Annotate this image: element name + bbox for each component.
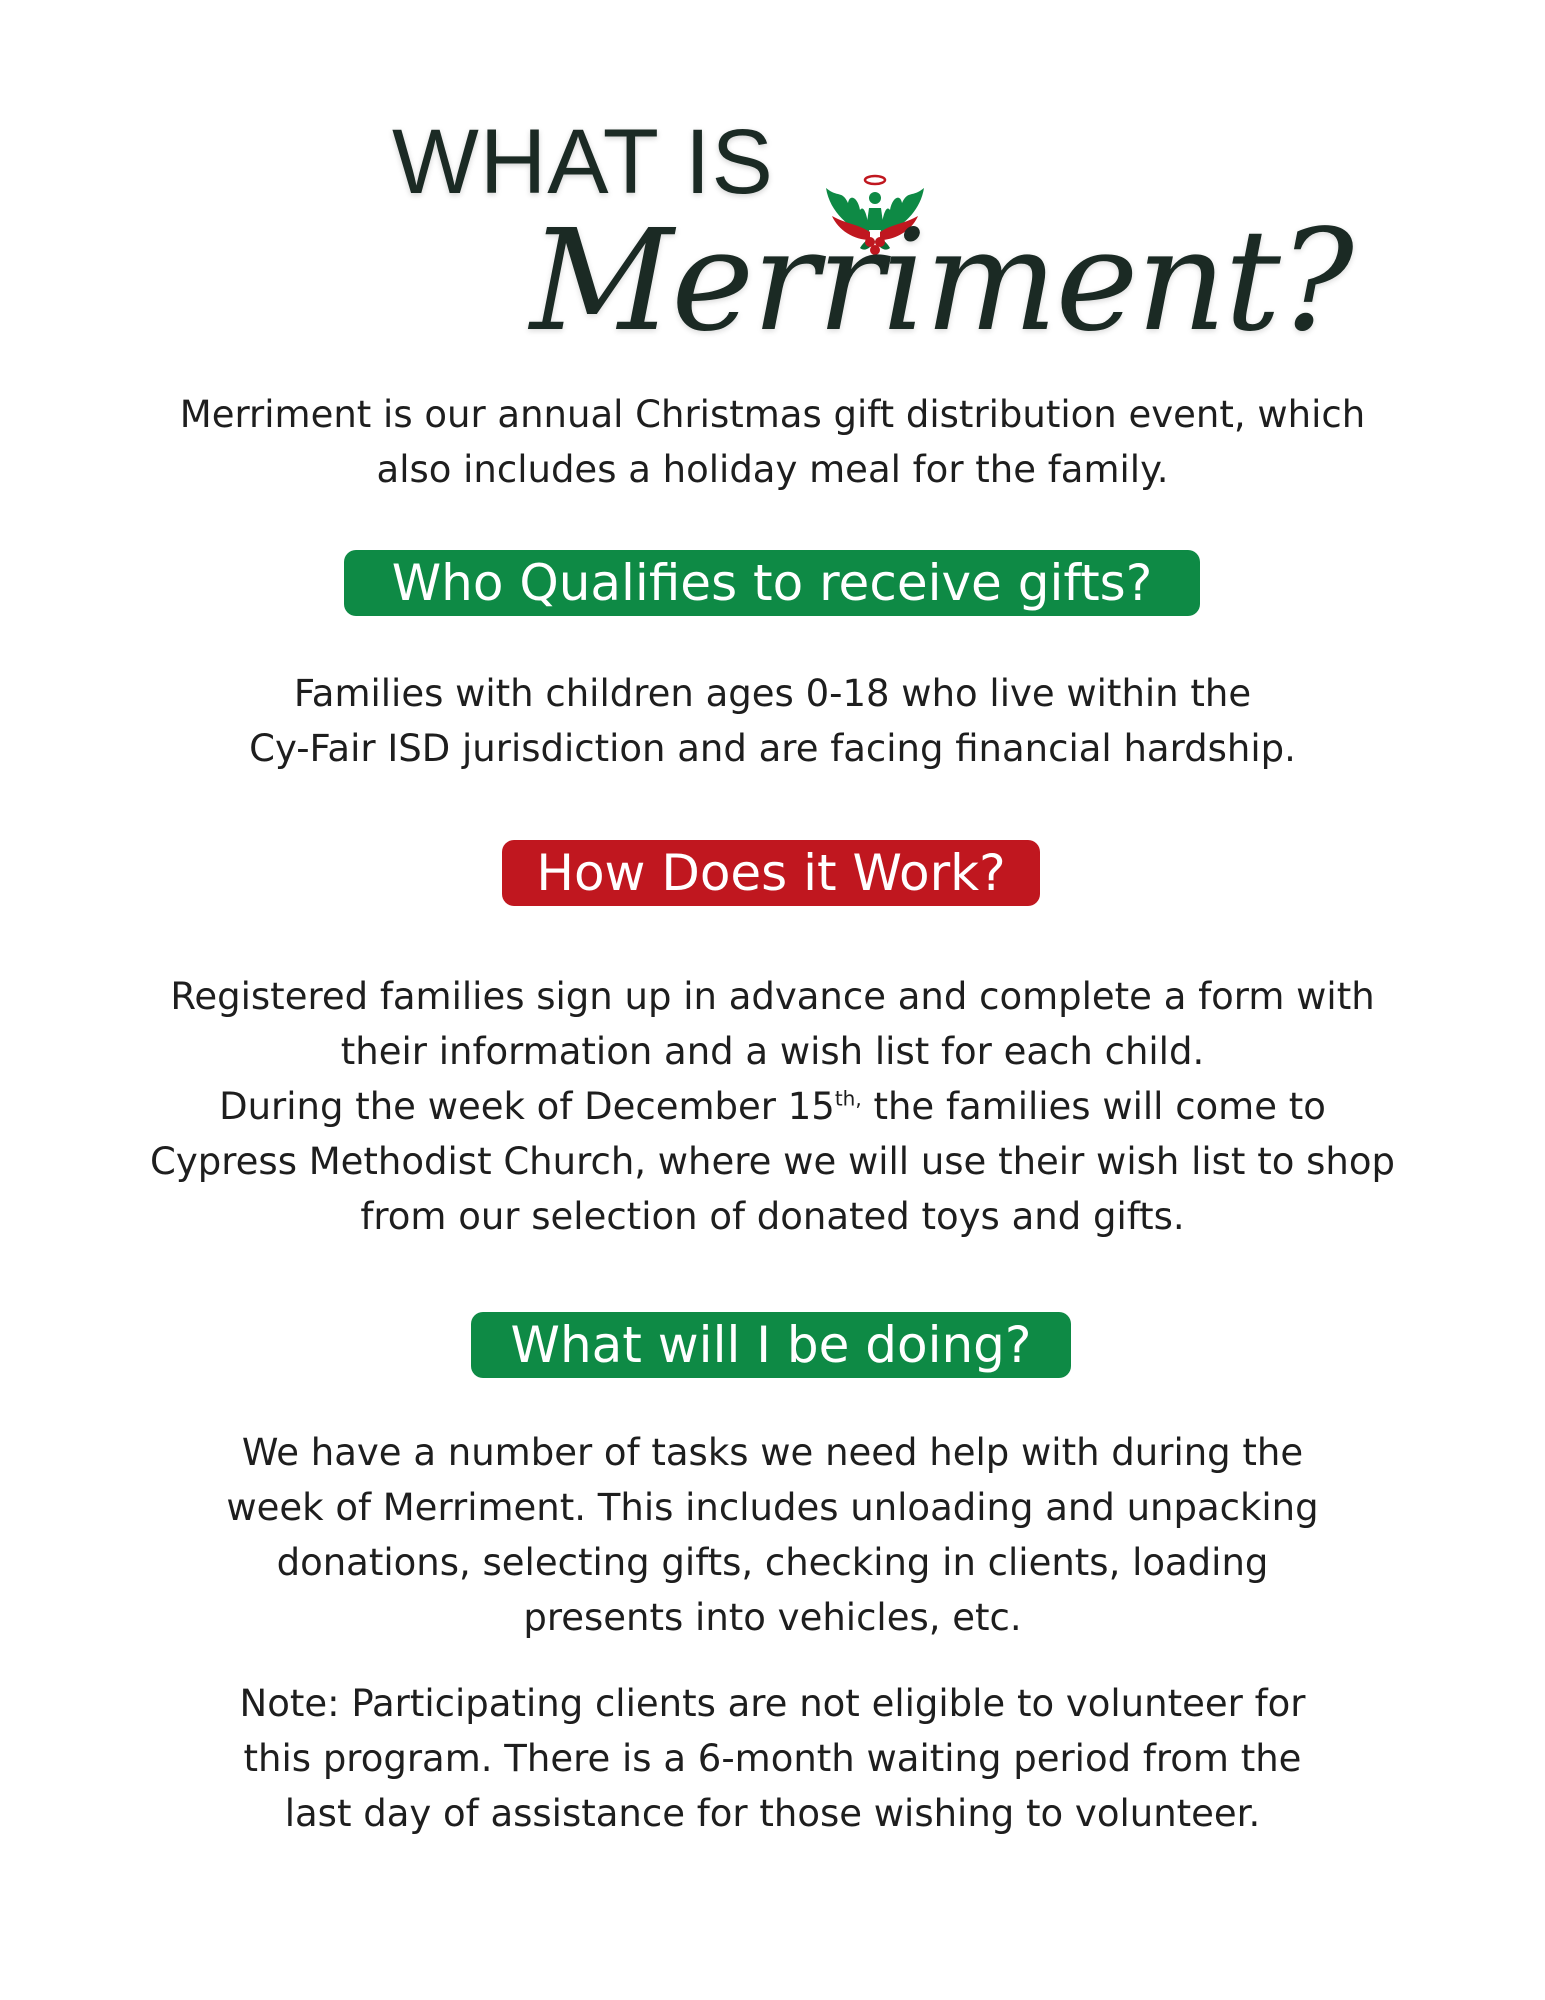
qualifies-text (0, 666, 1545, 776)
intro-line-2: also includes a holiday meal for the family. (376, 448, 1169, 491)
doing-text (0, 1425, 1545, 1645)
qualifies-line-1: Families with children ages 0-18 who live within the (293, 672, 1252, 715)
note-line-1: Note: Participating clients are not eligible to volunteer for (239, 1682, 1306, 1725)
qualifies-line-2: Cy-Fair ISD jurisdiction and are facing financial hardship. (249, 727, 1296, 770)
intro-text (0, 387, 1545, 497)
how-line-3 (0, 1079, 1545, 1134)
title-merriment: Merriment? (530, 200, 1352, 363)
doing-line-4: presents into vehicles, etc. (523, 1596, 1022, 1639)
title-what-is: WHAT IS (392, 111, 774, 213)
how-line-1: Registered families sign up in advance and complete a form with (170, 975, 1375, 1018)
how-line-3-ordinal: th, (834, 1086, 862, 1111)
note-line-2: this program. There is a 6-month waiting period from the (243, 1737, 1302, 1780)
qualifies-heading: Who Qualifies to receive gifts? (344, 550, 1200, 616)
doing-line-1: We have a number of tasks we need help with during the (241, 1431, 1304, 1474)
how-line-3-start: During the week of December 15 (219, 1085, 835, 1128)
how-text (0, 969, 1545, 1244)
how-line-3-end: the families will come to (861, 1085, 1326, 1128)
note-line-3: last day of assistance for those wishing to volunteer. (284, 1792, 1261, 1835)
intro-line-1: Merriment is our annual Christmas gift distribution event, which (179, 393, 1366, 436)
note-text (0, 1676, 1545, 1841)
doing-line-2: week of Merriment. This includes unloading and unpacking (226, 1486, 1319, 1529)
how-line-2: their information and a wish list for each child. (340, 1030, 1205, 1073)
doing-line-3: donations, selecting gifts, checking in clients, loading (276, 1541, 1269, 1584)
how-heading: How Does it Work? (502, 840, 1040, 906)
how-line-4: Cypress Methodist Church, where we will use their wish list to shop (150, 1140, 1395, 1183)
doing-heading: What will I be doing? (471, 1312, 1071, 1378)
how-line-5: from our selection of donated toys and gifts. (360, 1195, 1185, 1238)
